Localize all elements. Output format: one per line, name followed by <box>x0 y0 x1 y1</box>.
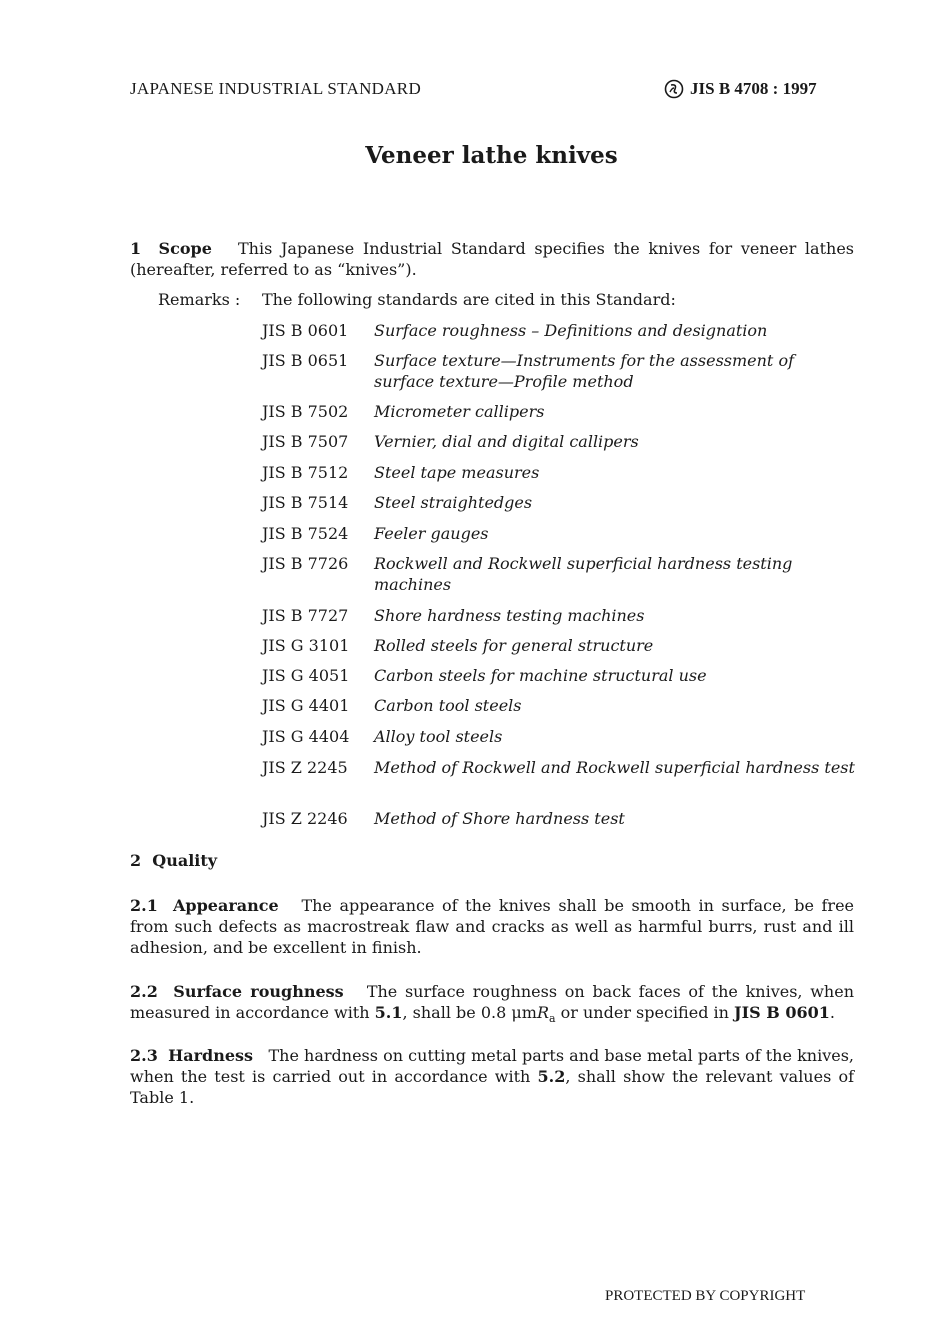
roughness-number: 2.2 <box>130 982 158 1001</box>
ref-title: Feeler gauges <box>374 524 489 543</box>
ref-title: Carbon tool steels <box>374 696 522 715</box>
ref-title: Steel straightedges <box>374 493 533 512</box>
appearance-number: 2.1 <box>130 896 158 915</box>
hardness-heading: Hardness <box>168 1046 254 1065</box>
ref-code: JIS B 7524 <box>262 524 349 543</box>
roughness-ra-symbol: R <box>536 1003 549 1022</box>
ref-title: Rockwell and Rockwell superficial hardness testing machines <box>374 554 793 594</box>
roughness-text: . <box>829 1003 835 1022</box>
appearance-text: The appearance of the knives shall be smooth in surface, be free from such defects as macrostreak flaw and cracks as well as harmful burrs, rust and ill adhesion, and be excellent in finish. <box>130 896 855 957</box>
ref-code: JIS B 7727 <box>262 606 349 625</box>
hardness-number: 2.3 <box>130 1046 158 1065</box>
ref-code: JIS B 7512 <box>262 463 349 482</box>
hardness-ref: 5.2 <box>537 1067 566 1086</box>
jis-mark-icon <box>664 79 684 99</box>
roughness-standard-ref: JIS B 0601 <box>734 1003 830 1022</box>
quality-title: Quality <box>152 851 218 870</box>
ref-title: Steel tape measures <box>374 463 540 482</box>
ref-title: Rolled steels for general structure <box>374 636 654 655</box>
ref-title: Surface roughness – Definitions and designation <box>374 321 768 340</box>
ref-title: Method of Rockwell and Rockwell superficial hardness test <box>374 758 855 777</box>
remarks-label: Remarks : <box>158 290 241 309</box>
appearance-paragraph <box>130 895 854 958</box>
ref-code: JIS B 7502 <box>262 402 349 421</box>
scope-number: 1 <box>130 239 142 258</box>
ref-code: JIS Z 2245 <box>262 758 348 777</box>
roughness-text: or under specified in <box>555 1003 729 1022</box>
remarks-intro: The following standards are cited in this Standard: <box>262 290 676 309</box>
roughness-paragraph <box>130 981 854 1029</box>
roughness-ref: 5.1 <box>374 1003 403 1022</box>
ref-code: JIS G 3101 <box>262 636 350 655</box>
ref-code: JIS G 4401 <box>262 696 350 715</box>
copyright-notice: PROTECTED BY COPYRIGHT <box>605 1288 806 1304</box>
document-title: Veneer lathe knives <box>365 142 618 169</box>
ref-title: Carbon steels for machine structural use <box>374 666 707 685</box>
roughness-ra-sub: a <box>548 1012 556 1026</box>
ref-title: Surface texture—Instruments for the assessment of surface texture—Profile method <box>374 351 794 391</box>
scope-paragraph <box>130 238 854 280</box>
ref-code: JIS G 4404 <box>262 727 350 746</box>
ref-code: JIS B 7507 <box>262 432 349 451</box>
hardness-text: , shall show the relevant values of Table 1. <box>130 1067 855 1107</box>
scope-heading: Scope <box>158 239 212 258</box>
ref-code: JIS Z 2246 <box>262 809 348 828</box>
ref-code: JIS B 0651 <box>262 351 349 370</box>
ref-title: Vernier, dial and digital callipers <box>374 432 639 451</box>
roughness-heading: Surface roughness <box>173 982 344 1001</box>
ref-code: JIS B 7514 <box>262 493 349 512</box>
ref-code: JIS B 0601 <box>262 321 349 340</box>
ref-title: Shore hardness testing machines <box>374 606 645 625</box>
ref-title: Micrometer callipers <box>374 402 545 421</box>
ref-title: Method of Shore hardness test <box>374 809 625 828</box>
standard-id-block <box>664 79 817 99</box>
standard-header: JAPANESE INDUSTRIAL STANDARD <box>130 79 422 98</box>
quality-heading <box>130 851 217 870</box>
quality-number: 2 <box>130 851 142 870</box>
hardness-text: The hardness on cutting metal parts and base metal parts of the knives, when the test is carried out in accordance with <box>130 1046 855 1086</box>
roughness-text: The surface roughness on back faces of the knives, when measured in accordance with <box>130 982 855 1022</box>
standard-id: JIS B 4708 : 1997 <box>690 79 817 98</box>
scope-text: This Japanese Industrial Standard specifies the knives for veneer lathes (hereafter, referred to as “knives”). <box>130 239 855 279</box>
hardness-paragraph <box>130 1045 854 1108</box>
ref-code: JIS G 4051 <box>262 666 350 685</box>
appearance-heading: Appearance <box>173 896 279 915</box>
ref-title: Alloy tool steels <box>374 727 503 746</box>
ref-code: JIS B 7726 <box>262 554 349 573</box>
roughness-text: , shall be 0.8 μm <box>402 1003 537 1022</box>
